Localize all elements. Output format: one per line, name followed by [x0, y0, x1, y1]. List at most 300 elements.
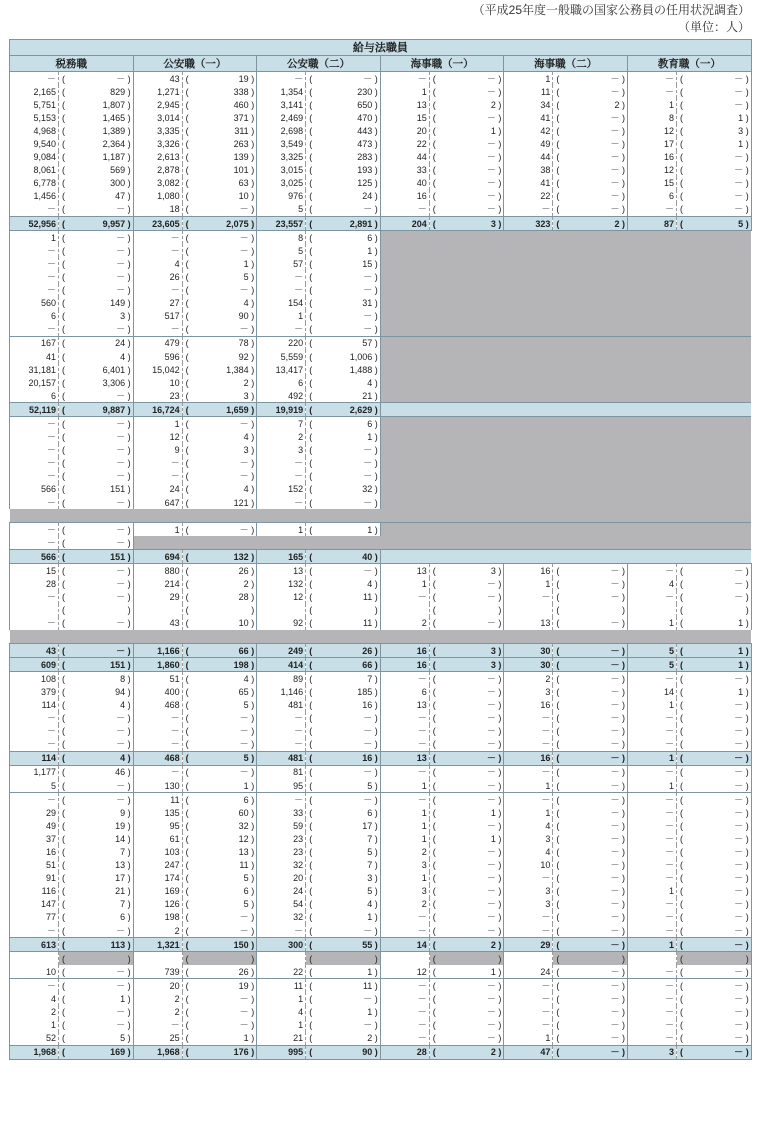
count-cell: 8	[627, 111, 676, 124]
women-count-cell: ( － )	[59, 389, 134, 403]
women-count-cell: ( 371 )	[182, 111, 257, 124]
women-count-cell: ( 2,075 )	[182, 217, 257, 231]
women-count-cell: ( 7 )	[306, 859, 381, 872]
table-row	[10, 685, 752, 698]
count-cell: 9,084	[10, 151, 59, 164]
women-count-cell: ( － )	[676, 72, 751, 86]
women-count-cell: ( 28 )	[182, 591, 257, 604]
table-row	[10, 244, 752, 257]
count-cell: 30	[504, 658, 553, 672]
count-cell	[627, 604, 676, 617]
women-count-cell: ( － )	[306, 444, 381, 457]
women-count-cell: ( 47 )	[59, 190, 134, 203]
women-count-cell	[429, 604, 504, 617]
count-cell: 6	[10, 389, 59, 403]
women-count-cell: ( 4 )	[306, 898, 381, 911]
women-count-cell: ( 7 )	[306, 832, 381, 845]
count-cell: 247	[133, 859, 182, 872]
count-cell: －	[257, 470, 306, 483]
count-cell: 15	[10, 564, 59, 578]
women-count-cell: ( － )	[59, 578, 134, 591]
table-row	[10, 203, 752, 217]
women-count-cell: ( － )	[429, 85, 504, 98]
subtotal-row	[10, 658, 752, 672]
women-count-cell: ( － )	[676, 151, 751, 164]
subtotal-row	[10, 644, 752, 658]
women-count-cell: ( － )	[676, 190, 751, 203]
women-count-cell: ( 16 )	[306, 698, 381, 711]
count-cell: 1	[380, 85, 429, 98]
count-cell: 596	[133, 350, 182, 363]
women-count-cell: ( － )	[676, 845, 751, 858]
count-cell: 198	[133, 911, 182, 924]
women-count-cell: ( 5 )	[306, 845, 381, 858]
count-cell: 6	[257, 376, 306, 389]
women-count-cell: ( 829 )	[59, 85, 134, 98]
count-cell: －	[380, 725, 429, 738]
count-cell: 25	[133, 1032, 182, 1046]
count-cell: 566	[10, 550, 59, 564]
women-count-cell: ( － )	[553, 203, 628, 217]
women-count-cell: ( 4 )	[182, 672, 257, 686]
women-count-cell: ( － )	[59, 417, 134, 431]
women-count-cell: ( － )	[553, 806, 628, 819]
count-cell: 1	[257, 523, 306, 537]
not-applicable-block	[380, 417, 751, 431]
women-count-cell: ( 1 )	[429, 965, 504, 979]
count-cell: －	[10, 725, 59, 738]
count-cell: －	[10, 444, 59, 457]
women-count-cell: ( 1 )	[59, 992, 134, 1005]
count-cell	[504, 604, 553, 617]
women-count-cell: ( 1 )	[429, 832, 504, 845]
women-count-cell: ( 10 )	[182, 617, 257, 630]
count-cell: －	[10, 270, 59, 283]
count-cell: －	[10, 72, 59, 86]
women-count-cell: ( 3 )	[306, 872, 381, 885]
women-count-cell: ( － )	[182, 1019, 257, 1032]
women-count-cell	[306, 604, 381, 617]
count-cell: 43	[10, 644, 59, 658]
count-cell: 1	[133, 523, 182, 537]
count-cell: 204	[380, 217, 429, 231]
women-count-cell: ( － )	[676, 765, 751, 779]
women-count-cell: ( 57 )	[306, 336, 381, 350]
count-cell: 481	[257, 698, 306, 711]
count-cell: －	[504, 924, 553, 938]
count-cell: 3	[380, 885, 429, 898]
women-count-cell: ( 1 )	[676, 658, 751, 672]
count-cell: －	[380, 1006, 429, 1019]
women-count-cell: ( － )	[676, 885, 751, 898]
women-count-cell: ( － )	[59, 725, 134, 738]
women-count-cell: ( 11 )	[306, 979, 381, 993]
count-cell: －	[10, 738, 59, 752]
women-count-cell: ( － )	[182, 725, 257, 738]
women-count-cell: ( － )	[676, 832, 751, 845]
count-cell: 2,165	[10, 85, 59, 98]
count-cell: －	[627, 725, 676, 738]
count-cell: 1	[380, 779, 429, 793]
count-cell: 3	[380, 859, 429, 872]
table-row	[10, 151, 752, 164]
count-cell: 1,177	[10, 765, 59, 779]
women-count-cell: ( － )	[553, 738, 628, 752]
count-cell: －	[380, 712, 429, 725]
not-applicable-block	[380, 496, 751, 509]
count-cell: 8	[257, 231, 306, 245]
women-count-cell: ( － )	[553, 685, 628, 698]
women-count-cell: ( 101 )	[182, 164, 257, 177]
women-count-cell: ( － )	[182, 712, 257, 725]
count-cell: －	[10, 244, 59, 257]
women-count-cell: ( － )	[306, 992, 381, 1005]
not-applicable-block	[380, 457, 751, 470]
women-count-cell: ( － )	[553, 672, 628, 686]
count-cell: 13,417	[257, 363, 306, 376]
women-count-cell: ( － )	[429, 190, 504, 203]
count-cell: 6	[380, 685, 429, 698]
women-count-cell: ( － )	[676, 779, 751, 793]
women-count-cell: ( － )	[59, 644, 134, 658]
count-cell: 116	[10, 885, 59, 898]
count-cell: 517	[133, 310, 182, 323]
count-cell: 6,778	[10, 177, 59, 190]
count-cell: 17	[627, 137, 676, 150]
count-cell: 2,613	[133, 151, 182, 164]
count-cell: －	[257, 270, 306, 283]
count-cell: 9	[133, 444, 182, 457]
table-row	[10, 630, 752, 644]
women-count-cell: ( － )	[676, 1045, 751, 1059]
count-cell: －	[627, 1019, 676, 1032]
count-cell: 249	[257, 644, 306, 658]
count-cell: －	[380, 793, 429, 807]
count-cell: －	[627, 979, 676, 993]
women-count-cell: ( 121 )	[182, 496, 257, 509]
count-cell: 13	[380, 751, 429, 765]
count-cell: －	[380, 924, 429, 938]
count-cell: 1,968	[133, 1045, 182, 1059]
count-cell: 1,860	[133, 658, 182, 672]
women-count-cell: ( － )	[553, 779, 628, 793]
women-count-cell: ( － )	[59, 779, 134, 793]
subtotal-row	[10, 938, 752, 952]
count-cell: 126	[133, 898, 182, 911]
count-cell: －	[380, 72, 429, 86]
count-cell: 11	[257, 979, 306, 993]
table-row	[10, 604, 752, 617]
count-cell: 2,469	[257, 111, 306, 124]
not-applicable-block	[380, 310, 751, 323]
women-count-cell: ( － )	[676, 751, 751, 765]
count-cell: 37	[10, 832, 59, 845]
women-count-cell: ( 8 )	[59, 672, 134, 686]
column-header: 海事職（二）	[504, 56, 628, 72]
women-count-cell: ( － )	[306, 738, 381, 752]
women-count-cell: ( － )	[676, 725, 751, 738]
women-count-cell: ( 16 )	[306, 751, 381, 765]
women-count-cell: ( 1 )	[182, 779, 257, 793]
women-count-cell: ( 6,401 )	[59, 363, 134, 376]
count-cell: －	[504, 591, 553, 604]
count-cell: 51	[133, 672, 182, 686]
women-count-cell: ( 1 )	[306, 911, 381, 924]
count-cell: 5	[257, 203, 306, 217]
women-count-cell: ( － )	[59, 203, 134, 217]
women-count-cell: ( － )	[553, 164, 628, 177]
count-cell: 1,146	[257, 685, 306, 698]
count-cell: 89	[257, 672, 306, 686]
count-cell: 1,968	[10, 1045, 59, 1059]
women-count-cell: ( － )	[553, 85, 628, 98]
not-applicable-block	[380, 231, 751, 245]
count-cell: －	[133, 284, 182, 297]
women-count-cell: ( 32 )	[182, 819, 257, 832]
count-cell: 2	[257, 431, 306, 444]
women-count-cell: ( － )	[182, 417, 257, 431]
count-cell: 33	[257, 806, 306, 819]
women-count-cell: ( 2 )	[553, 217, 628, 231]
women-count-cell: ( 2 )	[429, 1045, 504, 1059]
empty-cell	[182, 952, 257, 966]
count-cell: －	[10, 793, 59, 807]
count-cell: 3	[504, 685, 553, 698]
table-row	[10, 793, 752, 807]
grey-band	[10, 509, 752, 523]
women-count-cell: ( － )	[59, 72, 134, 86]
count-cell: －	[257, 457, 306, 470]
column-header: 公安職（一）	[133, 56, 257, 72]
table-row	[10, 98, 752, 111]
count-cell: －	[257, 738, 306, 752]
table-row	[10, 124, 752, 137]
count-cell: －	[627, 859, 676, 872]
count-cell: －	[10, 591, 59, 604]
women-count-cell: ( 132 )	[182, 550, 257, 564]
women-count-cell: ( 7 )	[59, 898, 134, 911]
empty-cell	[676, 952, 751, 966]
count-cell: 492	[257, 389, 306, 403]
count-cell: 2	[380, 617, 429, 630]
not-applicable-block	[380, 523, 751, 537]
column-header-row	[10, 56, 752, 72]
table-row	[10, 137, 752, 150]
count-cell: 694	[133, 550, 182, 564]
count-cell: 1	[627, 751, 676, 765]
count-cell: －	[627, 203, 676, 217]
count-cell	[133, 604, 182, 617]
table-row	[10, 350, 752, 363]
not-applicable-block	[380, 536, 751, 550]
women-count-cell: ( 6 )	[182, 793, 257, 807]
count-cell: －	[627, 738, 676, 752]
count-cell: 13	[380, 98, 429, 111]
women-count-cell: ( 9,957 )	[59, 217, 134, 231]
women-count-cell: ( 5 )	[182, 751, 257, 765]
women-count-cell: ( － )	[429, 793, 504, 807]
count-cell: －	[627, 672, 676, 686]
count-cell: 880	[133, 564, 182, 578]
count-cell: 2,945	[133, 98, 182, 111]
subtotal-row	[10, 751, 752, 765]
count-cell: 21	[257, 1032, 306, 1046]
women-count-cell: ( 1 )	[429, 124, 504, 137]
count-cell: 13	[504, 617, 553, 630]
women-count-cell: ( － )	[306, 725, 381, 738]
women-count-cell: ( 311 )	[182, 124, 257, 137]
count-cell: －	[133, 231, 182, 245]
count-cell: －	[380, 765, 429, 779]
count-cell: 108	[10, 672, 59, 686]
count-cell: －	[627, 591, 676, 604]
count-cell: －	[133, 1019, 182, 1032]
count-cell: 2	[380, 898, 429, 911]
women-count-cell: ( － )	[59, 470, 134, 483]
count-cell: －	[380, 1032, 429, 1046]
women-count-cell: ( 2,891 )	[306, 217, 381, 231]
women-count-cell: ( － )	[59, 270, 134, 283]
count-cell: 995	[257, 1045, 306, 1059]
count-cell: 1	[257, 992, 306, 1005]
women-count-cell: ( 2,364 )	[59, 137, 134, 150]
count-cell: 92	[257, 617, 306, 630]
women-count-cell: ( － )	[306, 270, 381, 283]
women-count-cell: ( － )	[553, 832, 628, 845]
count-cell: 3,335	[133, 124, 182, 137]
count-cell: 5,559	[257, 350, 306, 363]
women-count-cell: ( 66 )	[182, 644, 257, 658]
women-count-cell: ( 3 )	[182, 444, 257, 457]
count-cell: 28	[380, 1045, 429, 1059]
count-cell: 44	[380, 151, 429, 164]
women-count-cell: ( － )	[429, 591, 504, 604]
empty-cell	[380, 952, 429, 966]
count-cell: －	[380, 672, 429, 686]
women-count-cell: ( － )	[59, 284, 134, 297]
women-count-cell: ( － )	[676, 793, 751, 807]
count-cell: 20	[257, 872, 306, 885]
count-cell: 15	[380, 111, 429, 124]
count-cell: －	[504, 1019, 553, 1032]
column-header: 公安職（二）	[257, 56, 381, 72]
women-count-cell: ( － )	[553, 765, 628, 779]
count-cell: 57	[257, 257, 306, 270]
women-count-cell: ( － )	[553, 658, 628, 672]
count-cell: 2	[504, 672, 553, 686]
women-count-cell: ( － )	[59, 323, 134, 337]
women-count-cell: ( － )	[553, 111, 628, 124]
count-cell: 1	[627, 779, 676, 793]
count-cell: 3,325	[257, 151, 306, 164]
count-cell: 24	[133, 483, 182, 496]
count-cell: －	[257, 725, 306, 738]
not-applicable-block	[380, 257, 751, 270]
women-count-cell: ( － )	[429, 578, 504, 591]
count-cell: －	[10, 496, 59, 509]
count-cell: －	[10, 979, 59, 993]
count-cell: 2,698	[257, 124, 306, 137]
women-count-cell: ( 6 )	[306, 806, 381, 819]
women-count-cell: ( － )	[182, 323, 257, 337]
women-count-cell: ( － )	[553, 712, 628, 725]
women-count-cell: ( 24 )	[59, 336, 134, 350]
count-cell: 51	[10, 859, 59, 872]
women-count-cell: ( 63 )	[182, 177, 257, 190]
women-count-cell: ( － )	[676, 1006, 751, 1019]
women-count-cell: ( 1 )	[676, 644, 751, 658]
count-cell: 52	[10, 1032, 59, 1046]
women-count-cell: ( 21 )	[59, 885, 134, 898]
count-cell: －	[133, 725, 182, 738]
count-cell: 13	[257, 564, 306, 578]
women-count-cell: ( － )	[429, 885, 504, 898]
women-count-cell: ( 1,807 )	[59, 98, 134, 111]
women-count-cell: ( － )	[553, 819, 628, 832]
count-cell: 95	[133, 819, 182, 832]
count-cell: 468	[133, 698, 182, 711]
count-cell: －	[627, 1032, 676, 1046]
women-count-cell: ( 10 )	[182, 190, 257, 203]
count-cell: 2	[133, 924, 182, 938]
count-cell: 135	[133, 806, 182, 819]
women-count-cell: ( － )	[429, 72, 504, 86]
table-row	[10, 85, 752, 98]
women-count-cell: ( 7 )	[306, 672, 381, 686]
table-row	[10, 297, 752, 310]
women-count-cell: ( 230 )	[306, 85, 381, 98]
count-cell: 379	[10, 685, 59, 698]
women-count-cell: ( － )	[676, 979, 751, 993]
women-count-cell: ( 19 )	[182, 979, 257, 993]
women-count-cell	[59, 604, 134, 617]
women-count-cell: ( － )	[182, 1006, 257, 1019]
women-count-cell: ( 90 )	[306, 1045, 381, 1059]
count-cell: 11	[133, 793, 182, 807]
count-cell: 9,540	[10, 137, 59, 150]
women-count-cell: ( － )	[429, 203, 504, 217]
count-cell: －	[627, 965, 676, 979]
count-cell: 4,968	[10, 124, 59, 137]
women-count-cell: ( － )	[306, 712, 381, 725]
women-count-cell: ( － )	[553, 1019, 628, 1032]
count-cell: 152	[257, 483, 306, 496]
women-count-cell: ( － )	[306, 496, 381, 509]
table-row	[10, 323, 752, 337]
women-count-cell: ( － )	[182, 738, 257, 752]
women-count-cell: ( 473 )	[306, 137, 381, 150]
table-row	[10, 444, 752, 457]
count-cell: －	[627, 765, 676, 779]
women-count-cell: ( 1 )	[306, 523, 381, 537]
count-cell: 300	[257, 938, 306, 952]
not-applicable-block	[380, 336, 751, 350]
women-count-cell: ( 185 )	[306, 685, 381, 698]
count-cell: －	[10, 523, 59, 537]
women-count-cell: ( － )	[429, 725, 504, 738]
women-count-cell: ( － )	[59, 793, 134, 807]
women-count-cell: ( 5 )	[182, 270, 257, 283]
table-row	[10, 72, 752, 86]
count-cell: 3	[504, 898, 553, 911]
count-cell: 976	[257, 190, 306, 203]
count-cell: －	[133, 738, 182, 752]
women-count-cell: ( － )	[676, 819, 751, 832]
count-cell: 14	[627, 685, 676, 698]
count-cell: 560	[10, 297, 59, 310]
women-count-cell: ( 338 )	[182, 85, 257, 98]
women-count-cell: ( － )	[676, 738, 751, 752]
